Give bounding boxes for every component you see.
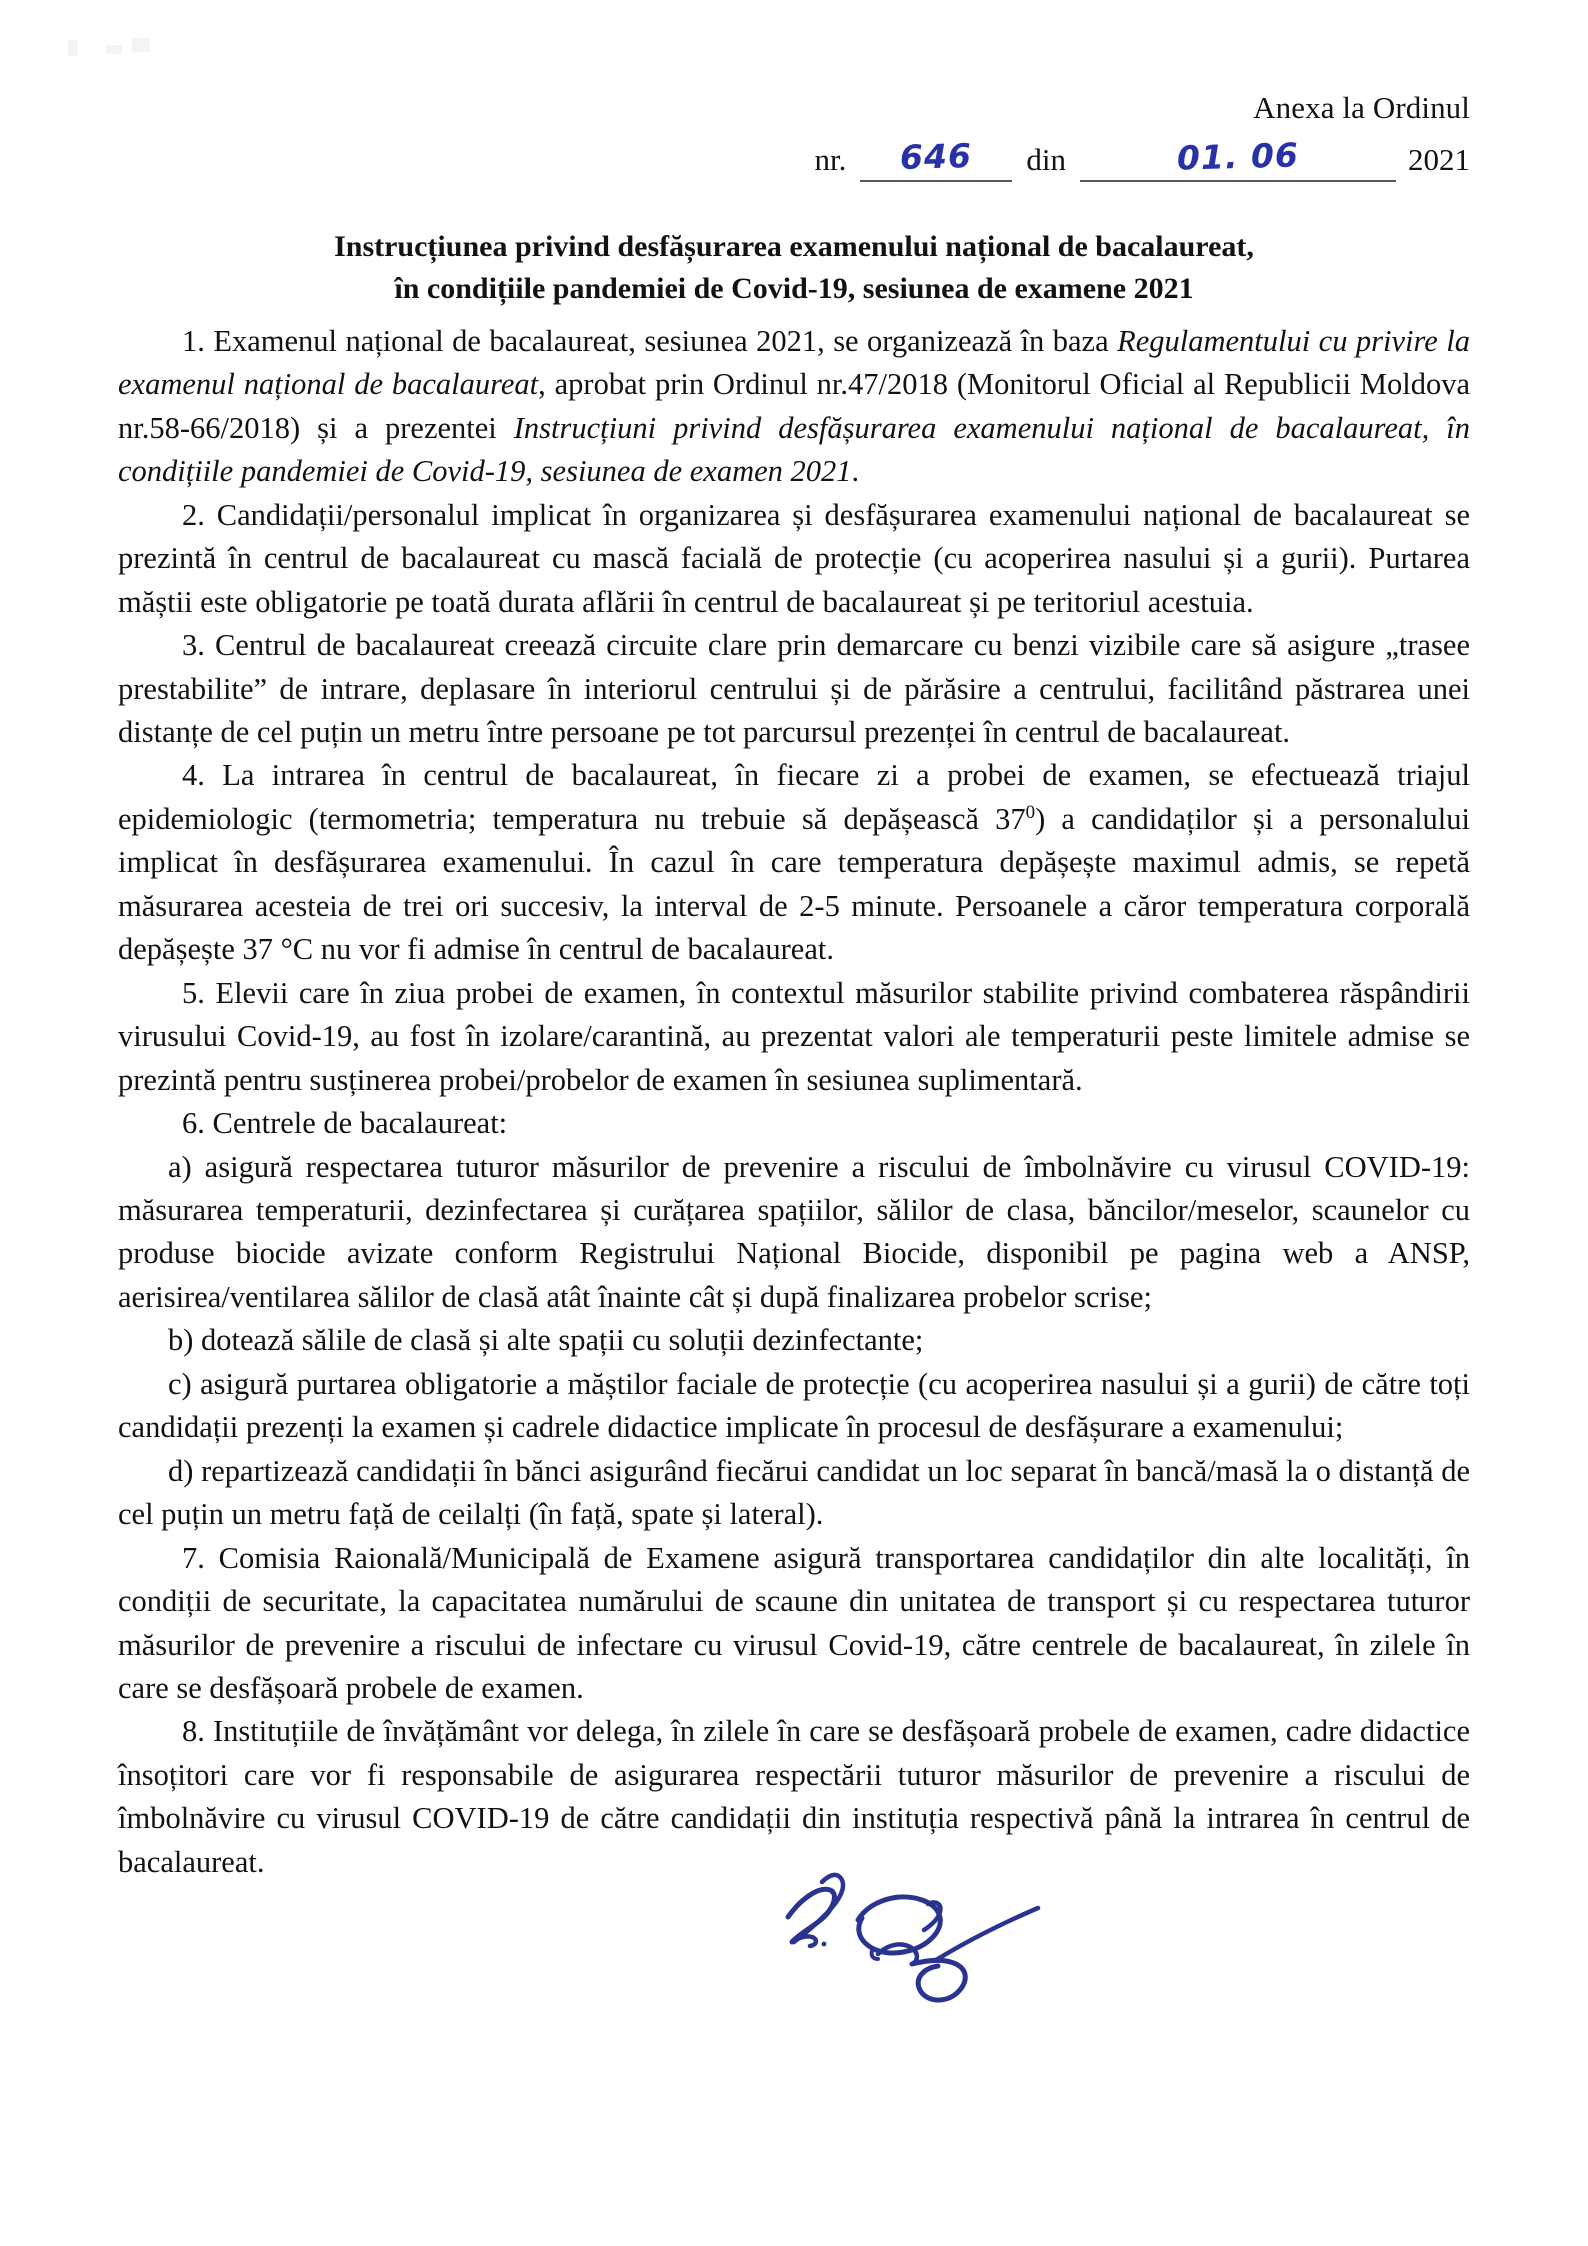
paragraph-4 (118, 754, 1470, 971)
paragraph-5: 5. Elevii care în ziua probei de examen, în contextul măsurilor stabilite privind combaterea răspândirii virusului Covid-19, au fost în izolare/carantină, au prezentat valori ale temperaturii peste limitele admise se prezintă pentru susținerea probei/probelor de examen în sesiunea suplimentară. (118, 975, 1470, 1097)
paragraph-2: 2. Candidații/personalul implicat în organizarea și desfășurarea examenului național de bacalaureat se prezintă în centrul de bacalaureat cu mască facială de protecție (cu acoperirea nasului și a gurii). Purtarea măștii este obligatorie pe toată durata aflării în centrul de bacalaureat și pe teritoriul acestuia. (118, 497, 1470, 619)
paragraph-6: 6. Centrele de bacalaureat: (182, 1106, 508, 1141)
paragraph-6b: b) dotează sălile de clasă și alte spații cu soluții dezinfectante; (168, 1323, 924, 1358)
paragraph-6d: d) repartizează candidații în bănci asigurând fiecărui candidat un loc separat în bancă/masă la o distanță de cel puțin un metru față de ceilalți (în față, spate și lateral). (118, 1453, 1470, 1532)
paragraph-6a: a) asigură respectarea tuturor măsurilor de prevenire a riscului de îmbolnăvire cu virusul COVID-19: măsurarea temperaturii, dezinfectarea și curățarea spațiilor, sălilor de clasa, băncilor/meselor, scaunelor cu produse biocide avizate conform Registrului Național Biocide, disponibil pe pagina web a ANSP, aerisirea/ventilarea sălilor de clasă atât înainte cât și după finalizarea probelor scrise; (118, 1149, 1470, 1314)
paragraph-1-part-b: , aprobat prin Ordinul nr.47/2018 (Monitorul Oficial al Republicii Moldova nr.58-66/2018) și a prezentei (118, 367, 1470, 445)
paragraph-1-italic-2: Instrucțiuni privind desfășurarea examenului național de bacalaureat, în condițiile pandemiei de Covid-19, sesiunea de examen 2021 (118, 410, 1470, 489)
degree-superscript: 0 (1025, 801, 1036, 823)
order-date-handwritten: 01. 06 (1176, 135, 1300, 178)
document-body (118, 320, 1470, 1884)
title-line-1: Instrucțiunea privind desfășurarea examenului național de bacalaureat, (334, 229, 1254, 263)
paragraph-1-part-c: . (851, 454, 860, 489)
paragraph-1-italic-1: Regulamentului cu privire la examenul național de bacalaureat (118, 323, 1470, 402)
order-number-handwritten: 646 (899, 135, 973, 177)
paragraph-3: 3. Centrul de bacalaureat creează circuite clare prin demarcare cu benzi vizibile care să asigure „trasee prestabilite” de intrare, deplasare în interiorul centrului și de părăsire a centrului, facilitând păstrarea unei distanțe de cel puțin un metru între persoane pe tot parcursul prezenței în centrul de bacalaureat. (118, 628, 1470, 749)
paragraph-6c: c) asigură purtarea obligatorie a măștilor faciale de protecție (cu acoperirea nasului și a gurii) de către toți candidații prezenți la examen și cadrele didactice implicate în procesul de desfășurare a examenului; (118, 1366, 1470, 1445)
paragraph-1-part-a: 1. Examenul național de bacalaureat, sesiunea 2021, se organizează în baza (182, 323, 1118, 358)
paragraph-1 (118, 320, 1470, 494)
signature (760, 1842, 1100, 2042)
order-number-label: nr. (814, 142, 847, 178)
paragraph-7: 7. Comisia Raională/Municipală de Examene asigură transportarea candidaților din alte localități, în condiții de securitate, la capacitatea numărului de scaune din unitatea de transport și cu respectarea tuturor măsurilor de prevenire a riscului de infectare cu virusul Covid-19, către centrele de bacalaureat, în zilele în care se desfășoară probele de examen. (118, 1540, 1470, 1705)
order-date-label: din (1026, 142, 1066, 178)
paragraph-8: 8. Instituțiile de învățământ vor delega, în zilele în care se desfășoară probele de examen, cadre didactice însoțitori care vor fi responsabile de asigurarea respectării tuturor măsurilor de prevenire a riscului de îmbolnăvire cu virusul COVID-19 de către candidații din instituția respectivă până la intrarea în centrul de bacalaureat. (118, 1714, 1470, 1879)
annex-label: Anexa la Ordinul (1253, 90, 1470, 125)
order-year: 2021 (1408, 142, 1470, 178)
paragraph-4-part-b: ) a candidaților și a personalului implicat în desfășurarea examenului. În cazul în care temperatura depășește maximul admis, se repetă măsurarea acesteia de trei ori succesiv, la interval de 2-5 minute. Persoanele a căror temperatura corporală depășește 37 °C nu vor fi admise în centrul de bacalaureat. (118, 801, 1471, 967)
document-content (118, 0, 1470, 1884)
title-line-2: în condițiile pandemiei de Covid-19, sesiunea de examene 2021 (394, 271, 1194, 305)
order-reference-line (118, 136, 1470, 182)
paragraph-4-part-a: 4. La intrarea în centrul de bacalaureat, în fiecare zi a probei de examen, se efectuează triajul epidemiologic (termometria; temperatura nu trebuie să depășească 37 (118, 758, 1470, 836)
page-title (118, 226, 1470, 310)
order-date-field (1080, 136, 1396, 182)
order-number-field (860, 136, 1012, 182)
scan-artifact (68, 40, 78, 56)
document-header (118, 88, 1470, 182)
